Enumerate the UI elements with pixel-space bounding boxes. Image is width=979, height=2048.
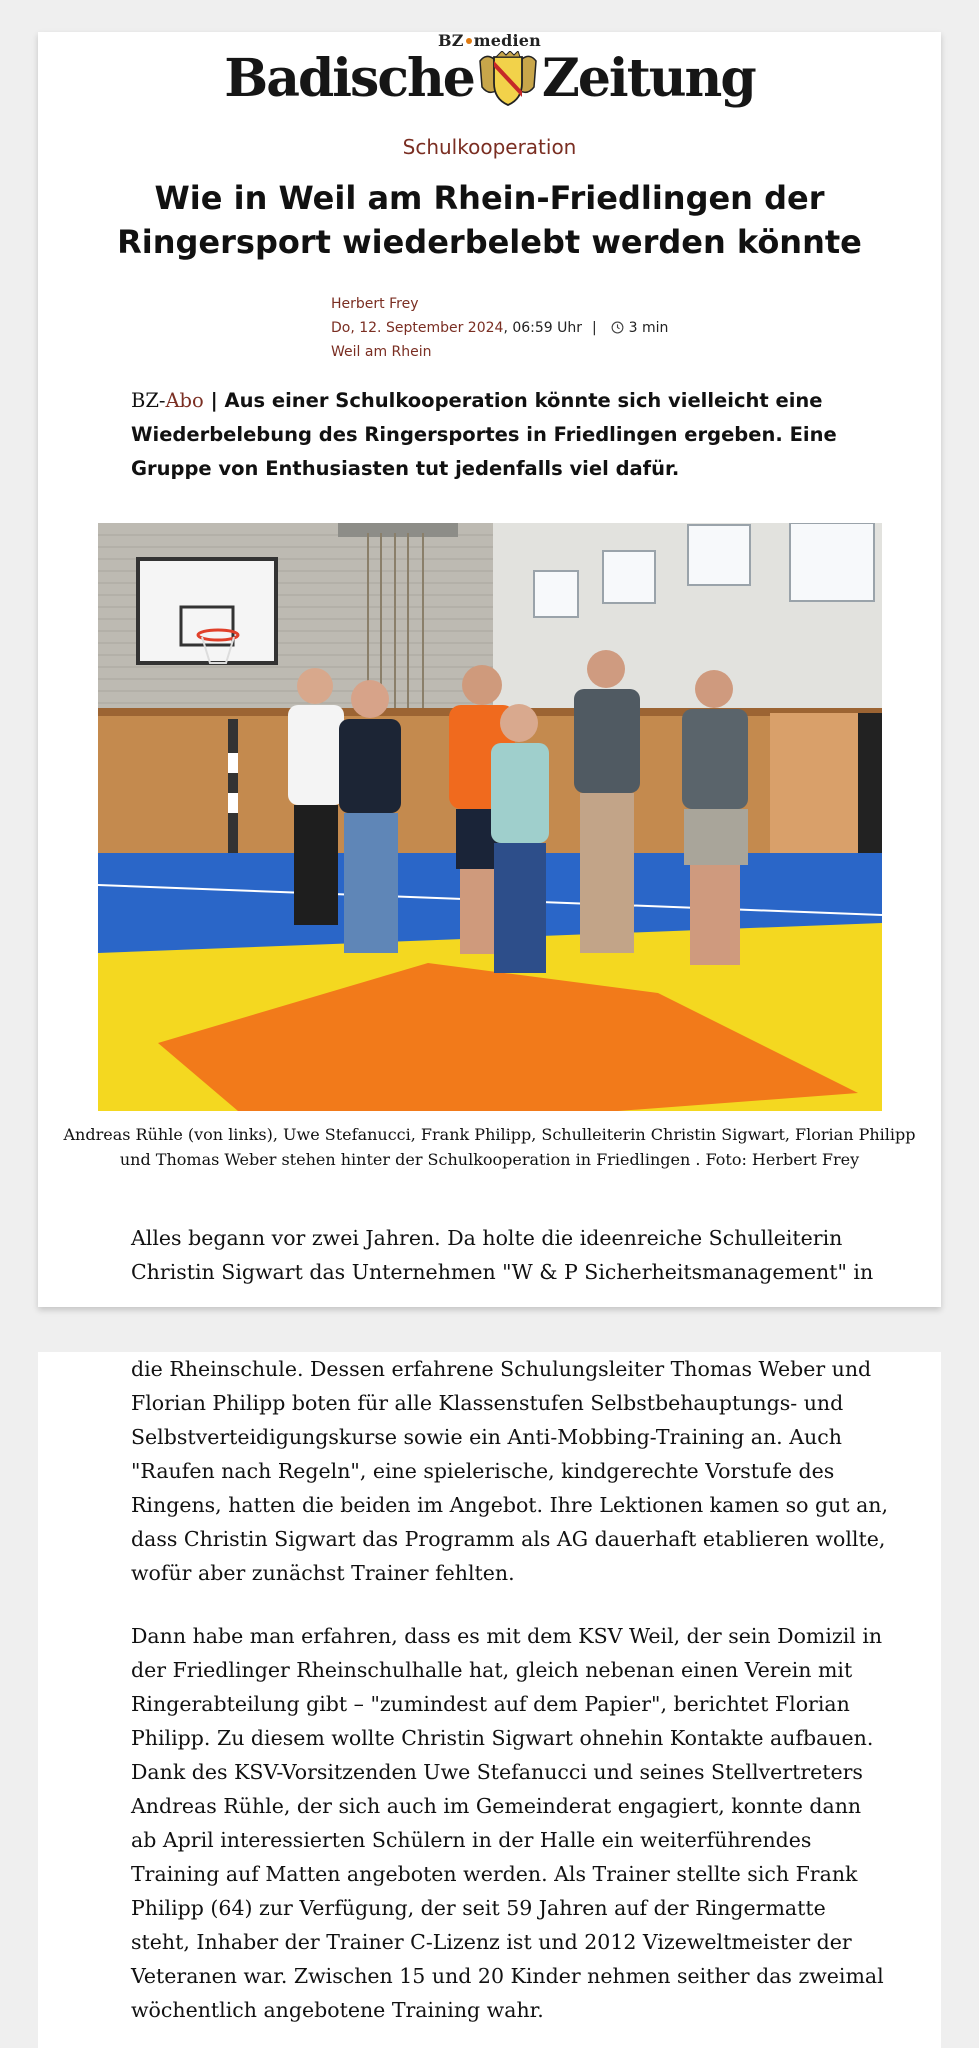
byline-separator: | <box>592 320 597 336</box>
brand-right: Zeitung <box>541 48 755 109</box>
article-paragraph-1: Alles begann vor zwei Jahren. Da holte die ideenreiche Schulleiterin Christin Sigwart das Unternehmen "W & P Sicherheitsmanagement" in <box>131 1226 874 1284</box>
article-card-bottom <box>38 1352 941 2048</box>
bz-medien-label: BZ medien <box>438 31 541 50</box>
photo-caption: Andreas Rühle (von links), Uwe Stefanucci, Frank Philipp, Schulleiterin Christin Sigwart, Florian Philipp und Thomas Weber stehen hinter der Schulkooperation in Friedlingen . Foto: Herbert Frey <box>63 1125 916 1169</box>
article-paragraph-2: Dann habe man erfahren, dass es mit dem KSV Weil, der sein Domizil in der Friedlinger Rheinschulhalle hat, gleich nebenan einen Verein mit Ringerabteilung gibt – "zumindest auf dem Papier", berichtet Florian Philipp. Zu diesem wollte Christin Sigwart ohnehin Kontakte aufbauen. Dank des KSV-Vorsitzenden Uwe Stefanucci und seines Stellvertreters Andreas Rühle, der sich auch im Gemeinderat engagiert, konnte dann ab April interessierten Schülern in der Halle ein weiterführendes Training auf Matten angeboten werden. Als Trainer stellte sich Frank Philipp (64) zur Verfügung, der seit 59 Jahren auf der Ringermatte steht, Inhaber der Trainer C-Lizenz ist und 2012 Vizeweltmeister der Veteranen war. Zwischen 15 und 20 Kinder nehmen seither das zweimal wöchentlich angebotene Training wahr. <box>131 1624 884 2022</box>
author-link[interactable]: Herbert Frey <box>331 296 419 312</box>
gym-photo-illustration <box>98 523 882 1111</box>
read-time: 3 min <box>628 320 669 336</box>
article-lead: BZ-Abo | Aus einer Schulkooperation könnte sich vielleicht eine Wiederbelebung des Ringersportes in Friedlingen ergeben. Eine Gruppe von Enthusiasten tut jedenfalls viel dafür. <box>131 389 837 480</box>
publish-date: Do, 12. September 2024 <box>331 320 504 336</box>
article-kicker[interactable]: Schulkooperation <box>402 135 577 159</box>
bz-label: BZ- <box>131 389 166 412</box>
article-photo[interactable] <box>98 523 882 1111</box>
crest-icon <box>476 51 540 107</box>
orange-dot-icon <box>466 38 472 44</box>
masthead[interactable] <box>38 32 941 117</box>
article-card-top <box>38 32 941 1307</box>
article-headline: Wie in Weil am Rhein-Friedlingen der Ringersport wiederbelebt werden könnte <box>117 179 862 261</box>
publish-time: , 06:59 Uhr <box>503 320 583 336</box>
clock-icon <box>611 321 624 334</box>
article-paragraph-1-continued: die Rheinschule. Dessen erfahrene Schulungsleiter Thomas Weber und Florian Philipp boten für alle Klassenstufen Selbstbehauptungs- und Selbstverteidigungskurse sowie ein Anti-Mobbing-Training an. Auch "Raufen nach Regeln", eine spielerische, kindgerechte Vorstufe des Ringens, hatten die beiden im Angebot. Ihre Lektionen kamen so gut an, dass Christin Sigwart das Programm als AG dauerhaft etablieren wollte, wofür aber zunächst Trainer fehlten. <box>131 1357 889 1585</box>
brand-logo[interactable] <box>38 48 941 109</box>
brand-left: Badische <box>224 48 474 109</box>
location-link[interactable]: Weil am Rhein <box>331 344 432 360</box>
publish-info <box>331 316 668 340</box>
article-byline <box>331 292 668 364</box>
lead-text: Aus einer Schulkooperation könnte sich vielleicht eine Wiederbelebung des Ringersportes in Friedlingen ergeben. Eine Gruppe von Enthusiasten tut jedenfalls viel dafür. <box>131 389 837 480</box>
abo-label: Abo <box>165 389 204 412</box>
